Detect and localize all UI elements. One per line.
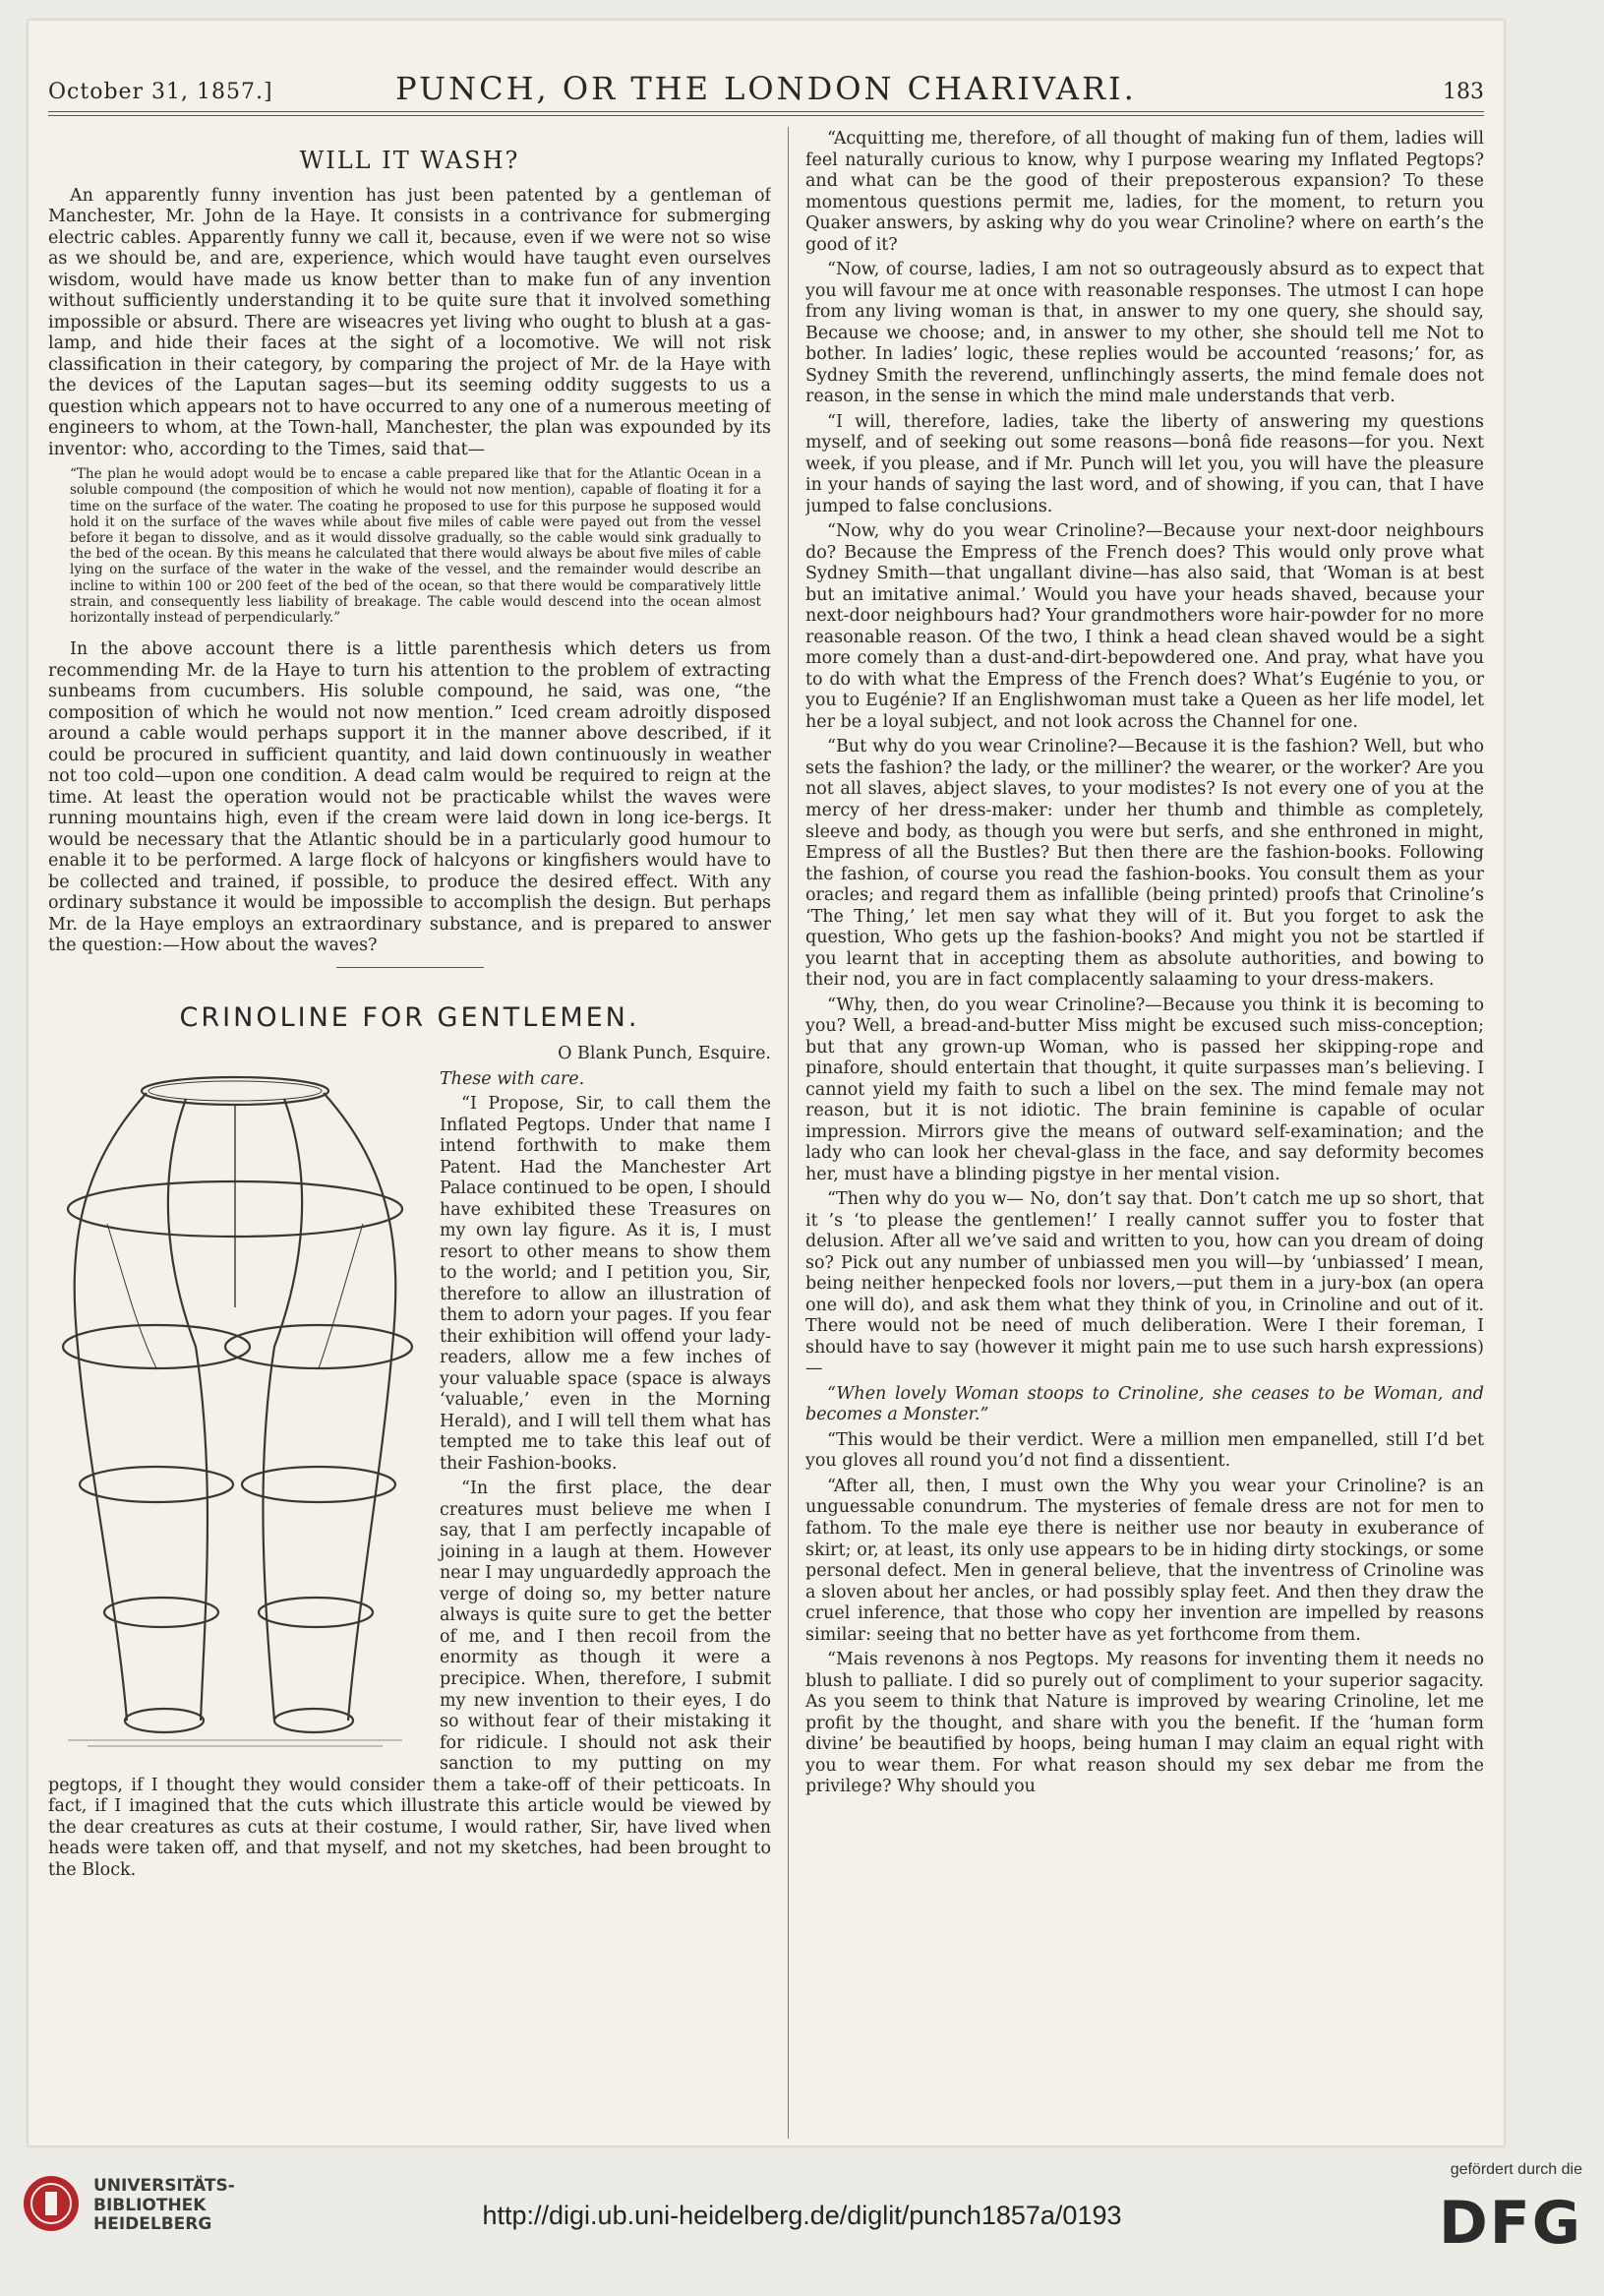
section-divider — [336, 967, 484, 968]
letter-salutation: O Blank Punch, Esquire. — [558, 1044, 771, 1064]
inflated-pegtops-illustration — [48, 1052, 422, 1750]
digitization-footer — [0, 2149, 1604, 2296]
verdict-quotation: “When lovely Woman stoops to Crinoline, she ceases to be Woman, and becomes a Monster.” — [805, 1383, 1484, 1425]
header-rule — [48, 115, 1484, 116]
letter-paragraph: “After all, then, I must own the Why you wear your Crinoline? is an unguessable conundrum. The mysteries of female dress are not for men to fathom. To the male eye there is neither use nor beauty in exuberance of skirt; or, at least, its only use appears to be in hiding dirty stockings, or some personal defect. Men in general believe, that the inventress of Crinoline was a sloven about her ancles, or had possibly splay feet. And then they draw the cruel inference, that those who copy her invention are impelled by reasons similar: seeing that no better have as yet forthcome from them. — [805, 1476, 1484, 1645]
article-title-crinoline: CRINOLINE FOR GENTLEMEN. — [179, 1001, 640, 1033]
letter-care-line: These with care. — [440, 1068, 585, 1089]
letter-paragraph: “I will, therefore, ladies, take the liberty of answering my questions myself, and of seeking out some reasons—bonâ fide reasons—for you. Next week, if you please, and if Mr. Punch will let you, you will have the pleasure in your hands of saying the last word, and of showing, if you can, that I have jumped to false conclusions. — [805, 411, 1484, 516]
dfg-logo: DFG — [1438, 2189, 1582, 2258]
issue-date: October 31, 1857.] — [48, 80, 273, 104]
letter-paragraph: “I Propose, Sir, to call them the Inflated Pegtops. Under that name I intend forthwith to make them Patent. Had the Manchester Art Palace continued to be open, I should have exhibited these Treasures on my own lay figure. As it is, I must resort to other means to show them to the world; and I petition you, Sir, therefore to allow an illustration of them to adorn your pages. If you fear their exhibition will offend your lady-readers, allow me a few inches of your valuable space (space is always ‘valuable,’ even in the Morning Herald), and I will tell them what has tempted me to take this leaf out of their Fashion-books. — [440, 1094, 771, 1474]
right-column — [805, 129, 1484, 2141]
letter-paragraph: “Mais revenons à nos Pegtops. My reasons for inventing them it needs no blush to palliate. I did so purely out of compliment to your superior sagacity. As you seem to think that Nature is improved by wearing Crinoline, let me profit by the thought, and share with you the benefit. If the ‘human form divine’ be beautified by hoops, being human I may claim an equal right with you to wear them. For what reason should my sex debar me from the privilege? Why should you — [805, 1650, 1484, 1797]
page-number: 183 — [1443, 80, 1484, 104]
page-header — [48, 70, 1484, 112]
letter-paragraph: “Now, of course, ladies, I am not so outrageously absurd as to expect that you will favour me at once with reasonable responses. The utmost I can hope from any living woman is that, in answer to my one query, she should say, Because we choose; and, in answer to my other, she should tell me Not to bother. In ladies’ logic, these replies would be accounted ‘reasons;’ for, as Sydney Smith the reverend, unflinchingly asserts, the mind female does not reason, in the sense in which the mind male understands that verb. — [805, 260, 1484, 407]
article-paragraph: In the above account there is a little parenthesis which deters us from recommending Mr. de la Haye to turn his attention to the problem of extracting sunbeams from cucumbers. His soluble compound, he said, was one, “the composition of which he would not now mention.” Iced cream adroitly disposed around a cable would perhaps support it in the manner above described, if it could be procured in sufficient quantity, and laid down continuously in weather not too cold—upon one condition. A dead calm would be required to reign at the time. At least the operation would not be practicable whilst the waves were running mountains high, even if the cream were laid down in long ice-bergs. It would be necessary that the Atlantic should be in a particularly good humour to enable it to be performed. A large flock of halcyons or kingfishers would have to be collected and trained, if possible, to produce the desired effect. With any ordinary substance it would be impossible to accomplish the design. But perhaps Mr. de la Haye employs an extraordinary substance, and is prepared to answer the question:—How about the waves? — [48, 639, 771, 956]
letter-paragraph: “But why do you wear Crinoline?—Because it is the fashion? Well, but who sets the fashion? the lady, or the milliner? the wearer, or the worker? Are you not all slaves, abject slaves, to your modistes? Is not every one of you at the mercy of her dress-maker: under her thumb and thimble as completely, sleeve and body, as though you were but serfs, and she enthroned in might, Empress of all the Bustles? But then there are the fashion-books. Following the fashion, of course you read the fashion-books. You consult them as your oracles; and regard them as infallible (being printed) proofs that Crinoline’s ‘The Thing,’ let men say what they will of it. But you forget to ask the question, Who gets up the fashion-books? And might you not be startled if you learnt that in accepting them as absolute authorities, and bowing to their nod, you are in fact complacently salaaming to your dress-makers. — [805, 737, 1484, 991]
library-name-line: UNIVERSITÄTS- — [93, 2176, 235, 2196]
article-title-will-it-wash: WILL IT WASH? — [299, 147, 520, 174]
left-column — [48, 129, 771, 2141]
article-paragraph: An apparently funny invention has just been patented by a gentleman of Manchester, Mr. John de la Haye. It consists in a contrivance for submerging electric cables. Apparently funny we call it, because, even if we were not so wise as we should be, and are, experience, which would have taught even ourselves wisdom, would have made us know better than to make fun of any invention without sufficiently understanding it to be quite sure that it involved something impossible or absurd. There are wiseacres yet living who ought to blush at a gas-lamp, and hide their faces at the sight of a locomotive. We will not risk classification in their category, by comparing the project of Mr. de la Haye with the devices of the Laputan sages—but its seeming oddity suggests to us a question which appears not to have occurred to any one of a numerous meeting of engineers to whom, at the Town-hall, Manchester, the plan was expounded by its inventor: who, according to the Times, said that— — [48, 185, 771, 459]
masthead-title: PUNCH, OR THE LONDON CHARIVARI. — [395, 70, 1137, 107]
times-quotation: “The plan he would adopt would be to encase a cable prepared like that for the Atlantic Ocean in a soluble compound (the composition of which he would not now mention), capable of floating it for a time on the surface of the water. The coating he proposed to use for this purpose he supposed would hold it on the surface of the waves while about five miles of cable were payed out from the vessel before it began to dissolve, and as it would dissolve gradually, so the cable would sink gradually to the bed of the ocean. By this means he calculated that there would always be about five miles of cable lying on the surface of the water in the wake of the vessel, and the remainder would describe an incline to within 100 or 200 feet of the bed of the ocean, so that there would be comparatively little strain, and consequently less liability of breakage. The cable would descend into the ocean almost horizontally instead of perpendicularly.” — [70, 466, 761, 626]
source-url-link[interactable]: http://digi.ub.uni-heidelberg.de/diglit/punch1857a/0193 — [482, 2201, 1122, 2230]
newspaper-page — [28, 20, 1505, 2146]
funded-by-label: gefördert durch die — [1450, 2161, 1582, 2178]
library-name-line: BIBLIOTHEK — [93, 2195, 207, 2215]
library-name-line: HEIDELBERG — [93, 2214, 212, 2235]
letter-paragraph: “Why, then, do you wear Crinoline?—Because you think it is becoming to you? Well, a bread-and-butter Miss might be excused such miss-conception; but that any grown-up Woman, who is passed her skipping-rope and pinafore, should entertain that thought, it quite surpasses man’s believing. I cannot yield my faith to such a libel on the sex. The mind female may not reason, but it is not idiotic. The brain feminine is capable of ocular impression. Mirrors give the means of outward self-examination; and the lady who can look her cheval-glass in the face, and say deformity becomes her, must have a blinding pigstye in her mental vision. — [805, 995, 1484, 1184]
letter-paragraph: “This would be their verdict. Were a million men empanelled, still I’d bet you gloves all round you’d not find a dissentient. — [805, 1429, 1484, 1472]
letter-paragraph: “In the first place, the dear creatures must believe me when I say, that I am perfectly incapable of joining in a laugh at them. However near I may unguardedly approach the verge of doing so, my better nature always is quite sure to get the better of me, and I then recoil from the enormity as though it were a precipice. When, therefore, I submit my new invention to their eyes, I do so without fear of their mistaking it for ridicule. I should not ask their sanction to my putting on my pegtops, if I thought they would consider them a take-off of their petticoats. In fact, if I imagined that the cuts which illustrate this article would be viewed by the dear creatures as cuts at their costume, I would rather, Sir, have lived when heads were taken off, and that myself, and not my sketches, had been brought to the Block. — [48, 1479, 771, 1880]
letter-paragraph: “Then why do you w— No, don’t say that. Don’t catch me up so short, that it ’s ‘to please the gentlemen!’ I really cannot suffer you to foster that delusion. After all we’ve said and written to you, how can you dream of doing so? Pick out any number of unbiassed men you will—by ‘unbiassed’ I mean, being neither henpecked fools nor lovers,—put them in a jury-box (an opera one will do), and ask them what they think of you, in Crinoline and out of it. There would not be need of much deliberation. Were I their foreman, I should have to say (however it might pain me to use such harsh expressions)— — [805, 1189, 1484, 1379]
letter-paragraph: “Acquitting me, therefore, of all thought of making fun of them, ladies will feel naturally curious to know, why I purpose wearing my Inflated Pegtops? and what can be the good of their preposterous expansion? To these momentous questions permit me, ladies, for the moment, to return you Quaker answers, by asking why do you wear Crinoline? where on earth’s the good of it? — [805, 129, 1484, 255]
letter-paragraph: “Now, why do you wear Crinoline?—Because your next-door neighbours do? Because the Empress of the French does? This would only prove what Sydney Smith—that ungallant divine—has also said, that ‘Woman is at best but an imitative animal.’ Would you have your heads shaved, because your next-door neighbours had? Your grandmothers wore hair-powder for no more reasonable reason. Of the two, I think a head clean shaved would be a sight more comely than a dust-and-dirt-bepowdered one. And pray, what have you to do with what the Empress of the French does? What’s Eugénie to you, or you to Eugénie? If an Englishwoman must take a Queen as her life model, let her be a loyal subject, and not look across the Channel for one. — [805, 521, 1484, 732]
column-divider — [788, 127, 789, 2139]
